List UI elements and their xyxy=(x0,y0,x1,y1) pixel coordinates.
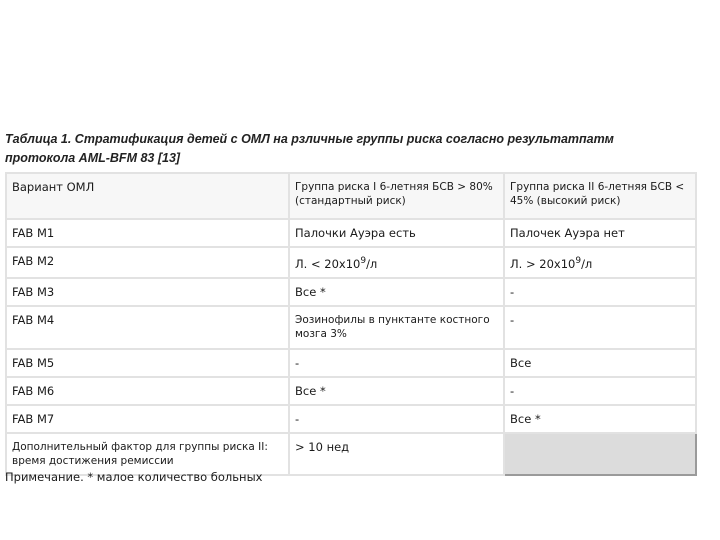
cell-variant: FAB M6 xyxy=(6,377,289,405)
cell-variant: FAB M4 xyxy=(6,306,289,349)
table-row xyxy=(6,306,696,349)
cell-risk-group-2: - xyxy=(504,278,696,306)
table-row xyxy=(6,433,696,475)
cell-risk-group-2 xyxy=(504,247,696,278)
cell-risk-group-2: Палочек Ауэра нет xyxy=(504,219,696,247)
exponent: 9 xyxy=(360,256,367,267)
table-row xyxy=(6,377,696,405)
cell-risk-group-2: - xyxy=(504,306,696,349)
cell-risk-group-1: Все * xyxy=(289,278,504,306)
leukocyte-threshold-text: Л. < 20х10 xyxy=(295,257,361,271)
table-row xyxy=(6,247,696,278)
cell-risk-group-1 xyxy=(289,247,504,278)
risk-stratification-table xyxy=(5,172,697,476)
unit-text: /л xyxy=(366,257,378,271)
leukocyte-threshold-text: Л. > 20х10 xyxy=(510,257,576,271)
cell-variant: FAB M2 xyxy=(6,247,289,278)
table-row xyxy=(6,278,696,306)
cell-risk-group-1: Эозинофилы в пунктанте костного мозга 3% xyxy=(289,306,504,349)
cell-risk-group-2-empty xyxy=(504,433,696,475)
cell-risk-group-1: > 10 нед xyxy=(289,433,504,475)
cell-risk-group-2: - xyxy=(504,377,696,405)
cell-risk-group-2: Все xyxy=(504,349,696,377)
cell-risk-group-1: Все * xyxy=(289,377,504,405)
exponent: 9 xyxy=(575,256,582,267)
table-row xyxy=(6,219,696,247)
table-footnote: Примечание. * малое количество больных xyxy=(5,470,263,484)
cell-variant: FAB M7 xyxy=(6,405,289,433)
cell-risk-group-1: - xyxy=(289,405,504,433)
unit-text: /л xyxy=(581,257,593,271)
cell-variant: FAB M5 xyxy=(6,349,289,377)
header-cell-risk-group-1: Группа риска I 6-летняя БСВ > 80% (стандартный риск) xyxy=(289,173,504,219)
cell-risk-group-2: Все * xyxy=(504,405,696,433)
cell-variant: FAB M3 xyxy=(6,278,289,306)
table-header-row xyxy=(6,173,696,219)
table-caption: Таблица 1. Стратификация детей с ОМЛ на рзличные группы риска согласно результатпатм протокола AML-BFM 83 [13] xyxy=(5,132,614,165)
cell-variant: FAB M1 xyxy=(6,219,289,247)
header-cell-risk-group-2: Группа риска II 6-летняя БСВ < 45% (высокий риск) xyxy=(504,173,696,219)
cell-risk-group-1: - xyxy=(289,349,504,377)
cell-risk-group-1: Палочки Ауэра есть xyxy=(289,219,504,247)
header-cell-variant: Вариант ОМЛ xyxy=(6,173,289,219)
cell-variant: Дополнительный фактор для группы риска II: время достижения ремиссии xyxy=(6,433,289,475)
table-row xyxy=(6,405,696,433)
table-row xyxy=(6,349,696,377)
